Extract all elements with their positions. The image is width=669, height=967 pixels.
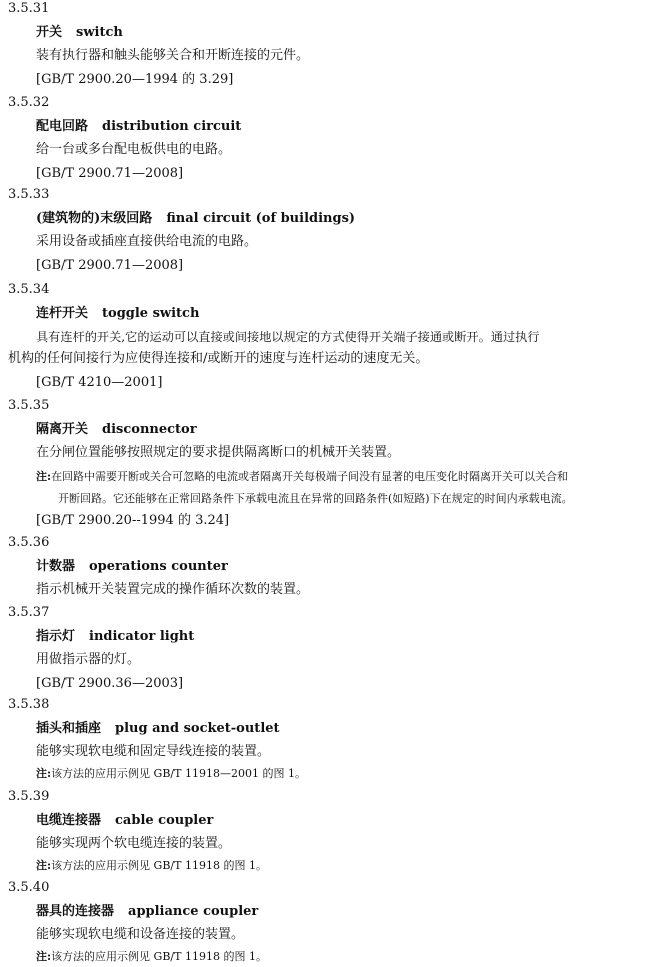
- clause-number: 3.5.32: [8, 95, 50, 110]
- term-english: operations counter: [89, 559, 228, 574]
- term-heading: [36, 812, 213, 830]
- clause-number: 3.5.35: [8, 398, 50, 413]
- clause-number: 3.5.33: [8, 187, 50, 202]
- clause-number: 3.5.39: [8, 789, 50, 804]
- clause-number: 3.5.37: [8, 605, 50, 620]
- note: [36, 468, 568, 486]
- source-reference: [GB/T 2900.20—1994 的 3.29]: [36, 72, 234, 87]
- note: [36, 765, 306, 783]
- source-reference: [GB/T 2900.71—2008]: [36, 166, 184, 181]
- term-chinese: 开关: [36, 25, 63, 40]
- term-english: final circuit (of buildings): [166, 211, 356, 226]
- term-definition-continued: 机构的任何间接行为应使得连接和/或断开的速度与连杆运动的速度无关。: [8, 351, 429, 366]
- term-english: toggle switch: [102, 306, 200, 321]
- term-english: disconnector: [102, 422, 197, 437]
- term-heading: [36, 628, 194, 646]
- source-reference: [GB/T 2900.20--1994 的 3.24]: [36, 513, 230, 528]
- clause-number: 3.5.34: [8, 282, 50, 297]
- term-english: switch: [76, 25, 123, 40]
- note-label: 注:: [36, 950, 52, 963]
- source-reference: [GB/T 4210—2001]: [36, 375, 163, 390]
- term-chinese: 连杆开关: [36, 306, 89, 321]
- term-heading: [36, 720, 280, 738]
- note-text: 该方法的应用示例见 GB/T 11918 的图 1。: [51, 950, 267, 963]
- note: [36, 857, 267, 875]
- term-english: appliance coupler: [128, 904, 259, 919]
- source-reference: [GB/T 2900.71—2008]: [36, 258, 184, 273]
- term-heading: [36, 210, 355, 228]
- note-label: 注:: [36, 470, 52, 483]
- term-chinese: 配电回路: [36, 119, 89, 134]
- term-chinese: (建筑物的)末级回路: [36, 211, 153, 226]
- term-english: plug and socket-outlet: [115, 721, 280, 736]
- term-definition: 装有执行器和触头能够关合和开断连接的元件。: [36, 48, 310, 63]
- term-english: cable coupler: [115, 813, 214, 828]
- term-english: distribution circuit: [102, 119, 242, 134]
- term-heading: [36, 118, 241, 136]
- term-heading: [36, 903, 258, 921]
- term-chinese: 指示灯: [36, 629, 76, 644]
- term-definition: 具有连杆的开关,它的运动可以直接或间接地以规定的方式使得开关端子接通或断开。通过执行: [36, 330, 540, 344]
- term-definition: 给一台或多台配电板供电的电路。: [36, 142, 232, 157]
- term-chinese: 器具的连接器: [36, 904, 115, 919]
- term-heading: [36, 24, 123, 42]
- term-heading: [36, 421, 197, 439]
- term-chinese: 插头和插座: [36, 721, 102, 736]
- note: [36, 948, 267, 966]
- note-text-continued: 开断回路。它还能够在正常回路条件下承载电流且在异常的回路条件(如短路)下在规定的时间内承载电流。: [58, 492, 573, 505]
- term-definition: 能够实现软电缆和固定导线连接的装置。: [36, 744, 271, 759]
- term-english: indicator light: [89, 629, 195, 644]
- note-text: 该方法的应用示例见 GB/T 11918 的图 1。: [51, 859, 267, 872]
- clause-number: 3.5.40: [8, 880, 50, 895]
- term-definition: 用做指示器的灯。: [36, 652, 141, 667]
- clause-number: 3.5.31: [8, 1, 50, 16]
- clause-number: 3.5.38: [8, 697, 50, 712]
- term-heading: [36, 305, 199, 323]
- note-text: 该方法的应用示例见 GB/T 11918—2001 的图 1。: [51, 767, 306, 780]
- term-definition: 指示机械开关装置完成的操作循环次数的装置。: [36, 582, 310, 597]
- term-definition: 在分闸位置能够按照规定的要求提供隔离断口的机械开关装置。: [36, 445, 401, 460]
- clause-number: 3.5.36: [8, 535, 50, 550]
- term-definition: 能够实现软电缆和设备连接的装置。: [36, 927, 245, 942]
- term-definition: 能够实现两个软电缆连接的装置。: [36, 836, 232, 851]
- term-chinese: 电缆连接器: [36, 813, 102, 828]
- note-label: 注:: [36, 767, 52, 780]
- source-reference: [GB/T 2900.36—2003]: [36, 676, 184, 691]
- term-definition: 采用设备或插座直接供给电流的电路。: [36, 234, 258, 249]
- term-heading: [36, 558, 228, 576]
- term-chinese: 计数器: [36, 559, 76, 574]
- note-label: 注:: [36, 859, 52, 872]
- note-text: 在回路中需要开断或关合可忽略的电流或者隔离开关每极端子间没有显著的电压变化时隔离开关可以关合和: [51, 470, 569, 483]
- term-chinese: 隔离开关: [36, 422, 89, 437]
